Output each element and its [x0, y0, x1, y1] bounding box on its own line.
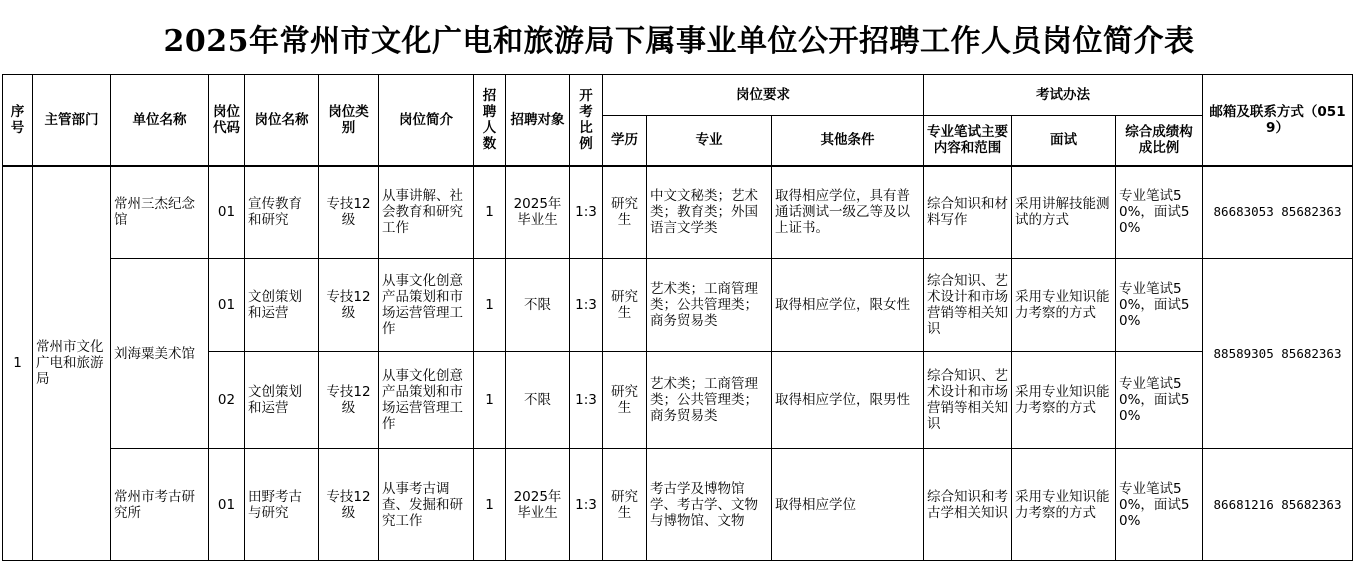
- header-interview: 面试: [1012, 116, 1116, 166]
- header-other: 其他条件: [772, 116, 924, 166]
- count-cell: 1: [474, 166, 506, 259]
- pos-cat-cell: 专技12级: [319, 259, 379, 352]
- pos-desc-cell: 从事文化创意产品策划和市场运营管理工作: [379, 352, 474, 449]
- pos-name-cell: 田野考古与研究: [245, 449, 319, 561]
- pos-cat-cell: 专技12级: [319, 352, 379, 449]
- header-code: 岗位代码: [209, 75, 245, 166]
- header-unit: 单位名称: [111, 75, 209, 166]
- header-ratio: 开考比例: [570, 75, 603, 166]
- other-cell: 取得相应学位，限男性: [772, 352, 924, 449]
- written-cell: 综合知识和材料写作: [924, 166, 1012, 259]
- header-exam: 考试办法: [924, 75, 1203, 116]
- other-cell: 取得相应学位: [772, 449, 924, 561]
- target-cell: 2025年毕业生: [506, 449, 570, 561]
- table-row: [3, 449, 1353, 561]
- header-edu: 学历: [603, 116, 647, 166]
- ratio-cell: 1:3: [570, 449, 603, 561]
- target-cell: 不限: [506, 352, 570, 449]
- unit-cell: 刘海粟美术馆: [111, 259, 209, 449]
- contact-cell: 88589305 85682363: [1203, 259, 1353, 449]
- ratio-cell: 1:3: [570, 352, 603, 449]
- pos-name-cell: 宣传教育和研究: [245, 166, 319, 259]
- interview-cell: 采用专业知识能力考察的方式: [1012, 352, 1116, 449]
- unit-cell: 常州三杰纪念馆: [111, 166, 209, 259]
- header-pos-name: 岗位名称: [245, 75, 319, 166]
- major-cell: 艺术类；工商管理类；公共管理类；商务贸易类: [647, 352, 772, 449]
- composite-cell: 专业笔试50%，面试50%: [1116, 352, 1203, 449]
- pos-desc-cell: 从事考古调查、发掘和研究工作: [379, 449, 474, 561]
- pos-cat-cell: 专技12级: [319, 166, 379, 259]
- contact-cell: 86683053 85682363: [1203, 166, 1353, 259]
- interview-cell: 采用专业知识能力考察的方式: [1012, 259, 1116, 352]
- interview-cell: 采用讲解技能测试的方式: [1012, 166, 1116, 259]
- table-row: [3, 259, 1353, 352]
- header-count: 招聘人数: [474, 75, 506, 166]
- header-contact: 邮箱及联系方式（0519）: [1203, 75, 1353, 166]
- count-cell: 1: [474, 352, 506, 449]
- header-dept: 主管部门: [33, 75, 111, 166]
- written-cell: 综合知识和考古学相关知识: [924, 449, 1012, 561]
- composite-cell: 专业笔试50%，面试50%: [1116, 166, 1203, 259]
- page-title: 2025年常州市文化广电和旅游局下属事业单位公开招聘工作人员岗位简介表: [163, 24, 1195, 59]
- table-row: [3, 166, 1353, 259]
- edu-cell: 研究生: [603, 449, 647, 561]
- other-cell: 取得相应学位，具有普通话测试一级乙等及以上证书。: [772, 166, 924, 259]
- major-cell: 考古学及博物馆学、考古学、文物与博物馆、文物: [647, 449, 772, 561]
- code-cell: 01: [209, 166, 245, 259]
- pos-desc-cell: 从事讲解、社会教育和研究工作: [379, 166, 474, 259]
- header-written: 专业笔试主要内容和范围: [924, 116, 1012, 166]
- header-seq: 序号: [3, 75, 33, 166]
- code-cell: 01: [209, 449, 245, 561]
- edu-cell: 研究生: [603, 166, 647, 259]
- count-cell: 1: [474, 449, 506, 561]
- composite-cell: 专业笔试50%，面试50%: [1116, 259, 1203, 352]
- pos-name-cell: 文创策划和运营: [245, 352, 319, 449]
- composite-cell: 专业笔试50%，面试50%: [1116, 449, 1203, 561]
- written-cell: 综合知识、艺术设计和市场营销等相关知识: [924, 352, 1012, 449]
- header-major: 专业: [647, 116, 772, 166]
- major-cell: 艺术类；工商管理类；公共管理类；商务贸易类: [647, 259, 772, 352]
- written-cell: 综合知识、艺术设计和市场营销等相关知识: [924, 259, 1012, 352]
- target-cell: 2025年毕业生: [506, 166, 570, 259]
- other-cell: 取得相应学位，限女性: [772, 259, 924, 352]
- header-target: 招聘对象: [506, 75, 570, 166]
- interview-cell: 采用专业知识能力考察的方式: [1012, 449, 1116, 561]
- pos-desc-cell: 从事文化创意产品策划和市场运营管理工作: [379, 259, 474, 352]
- pos-cat-cell: 专技12级: [319, 449, 379, 561]
- pos-name-cell: 文创策划和运营: [245, 259, 319, 352]
- contact-cell: 86681216 85682363: [1203, 449, 1353, 561]
- dept-cell: 常州市文化广电和旅游局: [33, 166, 111, 561]
- edu-cell: 研究生: [603, 352, 647, 449]
- count-cell: 1: [474, 259, 506, 352]
- edu-cell: 研究生: [603, 259, 647, 352]
- code-cell: 02: [209, 352, 245, 449]
- header-pos-cat: 岗位类别: [319, 75, 379, 166]
- major-cell: 中文文秘类；艺术类；教育类；外国语言文学类: [647, 166, 772, 259]
- ratio-cell: 1:3: [570, 166, 603, 259]
- seq-cell: 1: [3, 166, 33, 561]
- job-table: [2, 74, 1353, 561]
- code-cell: 01: [209, 259, 245, 352]
- header-pos-desc: 岗位简介: [379, 75, 474, 166]
- header-requirements: 岗位要求: [603, 75, 924, 116]
- header-composite: 综合成绩构成比例: [1116, 116, 1203, 166]
- target-cell: 不限: [506, 259, 570, 352]
- ratio-cell: 1:3: [570, 259, 603, 352]
- unit-cell: 常州市考古研究所: [111, 449, 209, 561]
